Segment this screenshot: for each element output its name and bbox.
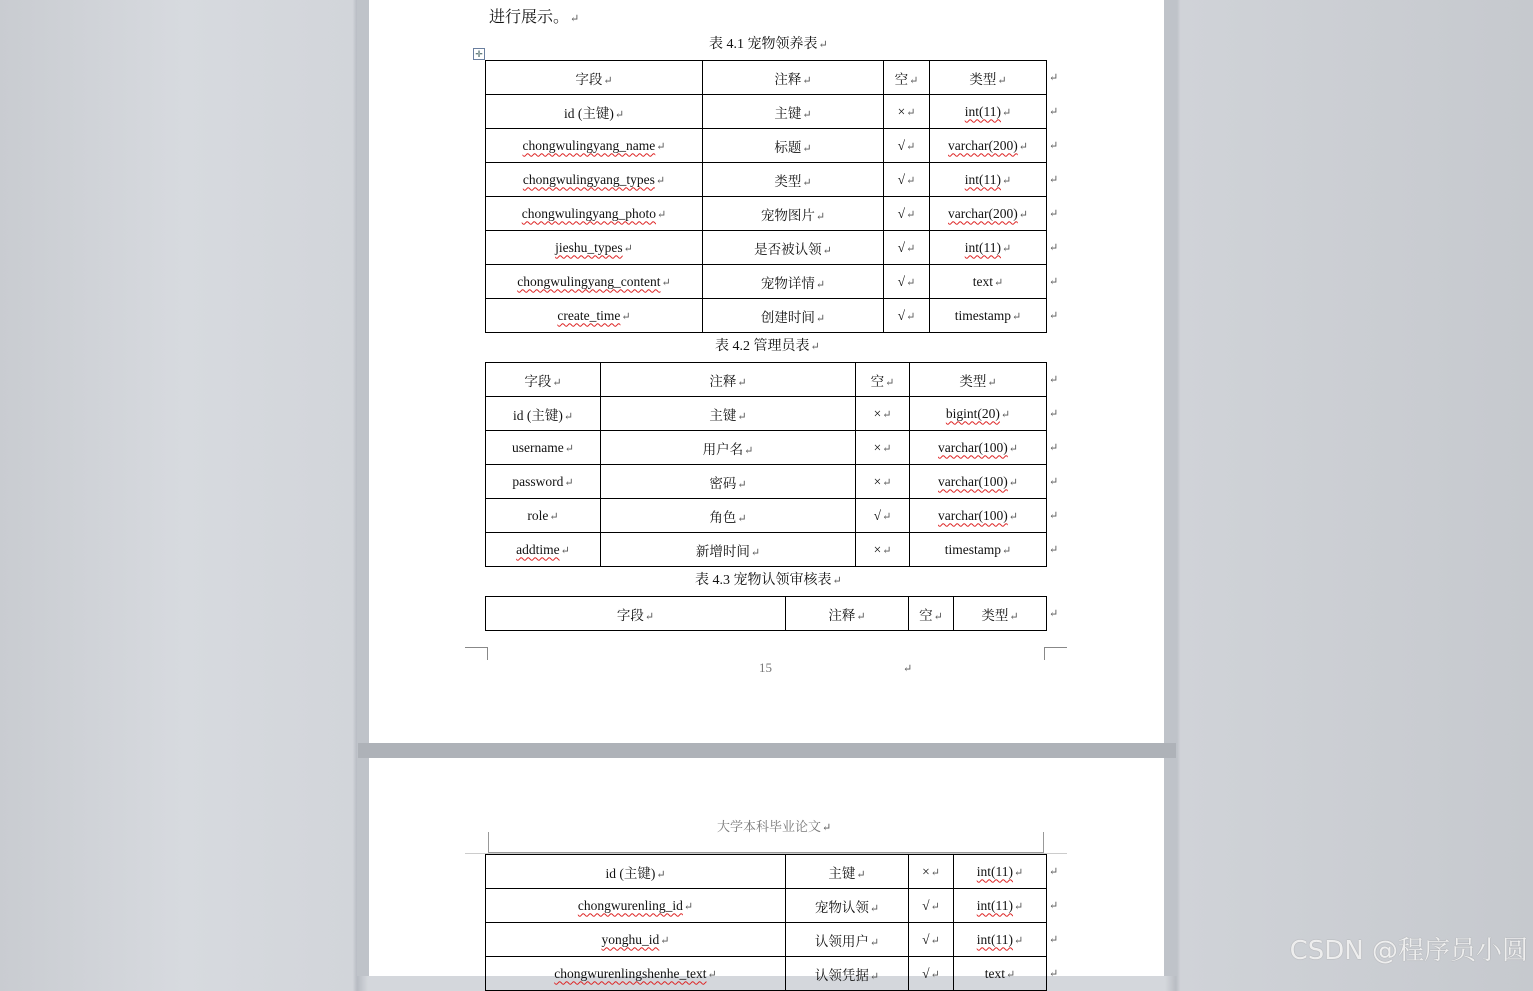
table-caption-4-2: 表 4.2 管理员表↵ <box>715 339 820 354</box>
table-cell[interactable]: 类型↵ <box>930 61 1047 95</box>
table-cell[interactable]: int(11)↵ <box>954 855 1047 889</box>
table-cell[interactable]: 类型↵ <box>910 363 1047 397</box>
table-cell[interactable]: varchar(200)↵ <box>930 129 1047 163</box>
table-cell[interactable]: 是否被认领↵ <box>703 231 884 265</box>
table-row <box>486 889 1047 923</box>
table-header-row <box>486 61 1047 95</box>
table-cell[interactable]: timestamp↵ <box>930 299 1047 333</box>
table-cell[interactable]: 空↵ <box>884 61 930 95</box>
table-cell[interactable]: 标题↵ <box>703 129 884 163</box>
end-of-row-mark: ↵ <box>1049 899 1059 912</box>
table-cell[interactable]: id (主键)↵ <box>486 397 601 431</box>
table-cell[interactable]: timestamp↵ <box>910 533 1047 567</box>
page-gap <box>358 743 1176 758</box>
table-cell[interactable]: 字段↵ <box>486 61 703 95</box>
table-cell[interactable]: create_time↵ <box>486 299 703 333</box>
page-shadow-right <box>1164 0 1177 976</box>
end-of-row-mark: ↵ <box>1049 275 1059 288</box>
table-header-row <box>486 363 1047 397</box>
table-row <box>486 397 1047 431</box>
table-cell[interactable]: ×↵ <box>856 397 910 431</box>
table-cell[interactable]: id (主键)↵ <box>486 95 703 129</box>
table-cell[interactable]: jieshu_types↵ <box>486 231 703 265</box>
table-cell[interactable]: text↵ <box>954 957 1047 991</box>
pet-claim-review-table <box>485 854 1047 991</box>
table-cell[interactable]: ×↵ <box>856 431 910 465</box>
table-cell[interactable]: text↵ <box>930 265 1047 299</box>
table-cell[interactable]: id (主键)↵ <box>486 855 786 889</box>
table-caption-4-3: 表 4.3 宠物认领审核表↵ <box>695 573 842 588</box>
table-cell[interactable]: ×↵ <box>856 465 910 499</box>
table-cell[interactable]: 空↵ <box>856 363 910 397</box>
end-of-row-mark: ↵ <box>1049 441 1059 454</box>
table-row <box>486 533 1047 567</box>
table-cell[interactable]: int(11)↵ <box>930 163 1047 197</box>
table-cell[interactable]: 主键↵ <box>703 95 884 129</box>
table-row <box>486 163 1047 197</box>
table-row <box>486 923 1047 957</box>
table-header-row <box>486 597 1047 631</box>
table-cell[interactable]: √↵ <box>884 129 930 163</box>
document-page-16[interactable] <box>369 758 1164 983</box>
table-row <box>486 129 1047 163</box>
table-cell[interactable]: 字段↵ <box>486 363 601 397</box>
table-cell[interactable]: 创建时间↵ <box>703 299 884 333</box>
end-of-row-mark: ↵ <box>1049 607 1059 620</box>
margin-corner-left <box>465 647 488 660</box>
table-row <box>486 299 1047 333</box>
end-of-row-mark: ↵ <box>1049 933 1059 946</box>
table-cell[interactable]: chongwurenlingshenhe_text↵ <box>486 957 786 991</box>
table-row <box>486 465 1047 499</box>
end-of-row-mark: ↵ <box>1049 105 1059 118</box>
table-cell[interactable]: 认领用户↵ <box>786 923 909 957</box>
admin-table <box>485 362 1047 567</box>
end-of-row-mark: ↵ <box>1049 139 1059 152</box>
table-cell[interactable]: chongwulingyang_types↵ <box>486 163 703 197</box>
table-cell[interactable]: yonghu_id↵ <box>486 923 786 957</box>
table-cell[interactable]: 注释↵ <box>601 363 856 397</box>
table-cell[interactable]: 主键↵ <box>786 855 909 889</box>
table-cell[interactable]: 角色↵ <box>601 499 856 533</box>
table-cell[interactable]: 用户名↵ <box>601 431 856 465</box>
table-cell[interactable]: int(11)↵ <box>930 231 1047 265</box>
table-cell[interactable]: chongwurenling_id↵ <box>486 889 786 923</box>
table-row <box>486 957 1047 991</box>
table-move-handle-icon[interactable]: ✛ <box>473 48 485 60</box>
table-row <box>486 855 1047 889</box>
page-header-box <box>488 832 1044 853</box>
body-paragraph: 进行展示。↵ <box>489 9 580 26</box>
table-cell[interactable]: ×↵ <box>856 533 910 567</box>
table-cell[interactable]: 空↵ <box>909 597 954 631</box>
table-cell[interactable]: varchar(200)↵ <box>930 197 1047 231</box>
table-cell[interactable]: √↵ <box>909 889 954 923</box>
table-cell[interactable]: ×↵ <box>884 95 930 129</box>
end-of-row-mark: ↵ <box>1049 241 1059 254</box>
pet-claim-review-table-header <box>485 596 1047 631</box>
end-of-row-mark: ↵ <box>1049 373 1059 386</box>
table-cell[interactable]: √↵ <box>884 197 930 231</box>
table-cell[interactable]: √↵ <box>909 923 954 957</box>
table-cell[interactable]: chongwulingyang_name↵ <box>486 129 703 163</box>
table-cell[interactable]: 密码↵ <box>601 465 856 499</box>
end-of-row-mark: ↵ <box>1049 865 1059 878</box>
table-cell[interactable]: bigint(20)↵ <box>910 397 1047 431</box>
table-cell[interactable]: 新增时间↵ <box>601 533 856 567</box>
table-row <box>486 95 1047 129</box>
page-shadow-left <box>357 0 369 976</box>
table-cell[interactable]: chongwulingyang_photo↵ <box>486 197 703 231</box>
table-cell[interactable]: √↵ <box>884 299 930 333</box>
table-cell[interactable]: addtime↵ <box>486 533 601 567</box>
table-caption-4-1: 表 4.1 宠物领养表↵ <box>709 37 828 52</box>
end-of-row-mark: ↵ <box>1049 509 1059 522</box>
table-cell[interactable]: int(11)↵ <box>954 923 1047 957</box>
table-cell[interactable]: 字段↵ <box>486 597 786 631</box>
document-page-15[interactable] <box>369 0 1164 743</box>
page-header-text: 大学本科毕业论文↵ <box>717 819 832 834</box>
end-of-row-mark: ↵ <box>1049 207 1059 220</box>
table-cell[interactable]: role↵ <box>486 499 601 533</box>
table-cell[interactable]: 认领凭据↵ <box>786 957 909 991</box>
end-of-row-mark: ↵ <box>1049 543 1059 556</box>
table-row <box>486 265 1047 299</box>
page-number: 15 <box>759 660 772 675</box>
end-of-row-mark: ↵ <box>1049 173 1059 186</box>
paragraph-mark: ↵ <box>903 663 913 675</box>
table-row <box>486 431 1047 465</box>
table-cell[interactable]: int(11)↵ <box>954 889 1047 923</box>
table-cell[interactable]: √↵ <box>884 231 930 265</box>
table-cell[interactable]: √↵ <box>909 957 954 991</box>
table-cell[interactable]: int(11)↵ <box>930 95 1047 129</box>
table-cell[interactable]: 宠物详情↵ <box>703 265 884 299</box>
pet-adoption-table <box>485 60 1047 333</box>
table-cell[interactable]: 注释↵ <box>786 597 909 631</box>
table-row <box>486 231 1047 265</box>
table-cell[interactable]: 宠物图片↵ <box>703 197 884 231</box>
table-cell[interactable]: 注释↵ <box>703 61 884 95</box>
table-row <box>486 499 1047 533</box>
table-cell[interactable]: username↵ <box>486 431 601 465</box>
table-cell[interactable]: √↵ <box>856 499 910 533</box>
end-of-row-mark: ↵ <box>1049 309 1059 322</box>
table-cell[interactable]: varchar(100)↵ <box>910 465 1047 499</box>
end-of-row-mark: ↵ <box>1049 407 1059 420</box>
table-cell[interactable]: ×↵ <box>909 855 954 889</box>
end-of-row-mark: ↵ <box>1049 967 1059 980</box>
table-cell[interactable]: √↵ <box>884 163 930 197</box>
end-of-row-mark: ↵ <box>1049 475 1059 488</box>
csdn-watermark: CSDN @程序员小圆 <box>1289 936 1528 966</box>
table-cell[interactable]: chongwulingyang_content↵ <box>486 265 703 299</box>
end-of-row-mark: ↵ <box>1049 71 1059 84</box>
table-cell[interactable]: 类型↵ <box>703 163 884 197</box>
table-cell[interactable]: password↵ <box>486 465 601 499</box>
table-cell[interactable]: 主键↵ <box>601 397 856 431</box>
table-cell[interactable]: √↵ <box>884 265 930 299</box>
margin-corner-right <box>1044 647 1067 660</box>
table-cell[interactable]: 宠物认领↵ <box>786 889 909 923</box>
table-cell[interactable]: varchar(100)↵ <box>910 431 1047 465</box>
table-row <box>486 197 1047 231</box>
table-cell[interactable]: 类型↵ <box>954 597 1047 631</box>
table-cell[interactable]: varchar(100)↵ <box>910 499 1047 533</box>
